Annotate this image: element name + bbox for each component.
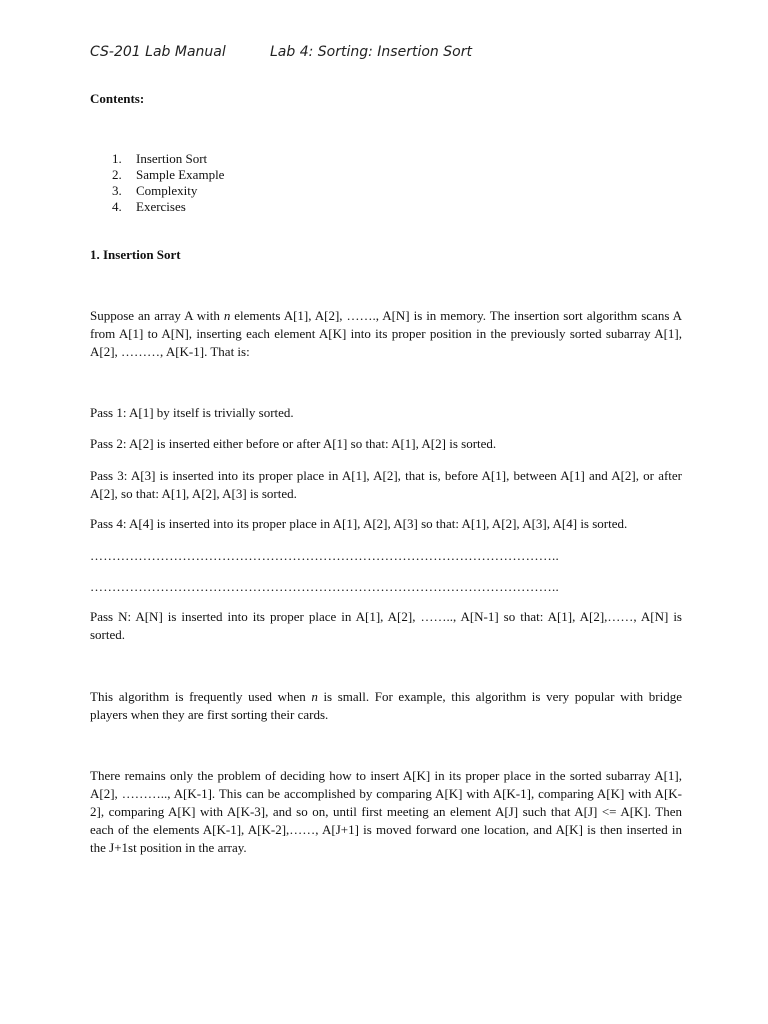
pass-2: Pass 2: A[2] is inserted either before or after A[1] so that: A[1], A[2] is sorted.: [90, 436, 497, 451]
page-header: [90, 43, 472, 61]
contents-item-number: 1.: [112, 151, 122, 166]
pass-1: Pass 1: A[1] by itself is trivially sorted.: [90, 405, 294, 420]
contents-item: [112, 199, 412, 215]
pass-n: Pass N: A[N] is inserted into its proper place in A[1], A[2], …….., A[N-1] so that: A[1], A[2],……, A[N] is sorted.: [90, 609, 682, 642]
intro-text-a: Suppose an array A with: [90, 308, 224, 323]
header-lab-title: Lab 4: Sorting: Insertion Sort: [270, 44, 472, 60]
contents-item-label: Sample Example: [136, 167, 225, 182]
usage-text-a: This algorithm is frequently used when: [90, 689, 312, 704]
usage-variable-n: n: [311, 689, 318, 704]
contents-item-number: 2.: [112, 167, 122, 182]
intro-variable-n: n: [223, 308, 231, 323]
contents-item: [112, 183, 412, 199]
contents-item-label: Complexity: [136, 183, 198, 198]
pass-3: Pass 3: A[3] is inserted into its proper place in A[1], A[2], that is, before A[1], between A[1] and A[2], or after A[2], so that: A[1], A[2], A[3] is sorted.: [90, 468, 682, 501]
insertion-paragraph: There remains only the problem of deciding how to insert A[K] in its proper place in the sorted subarray A[1], A[2], ……….., A[K-1]. This can be accomplished by comparing A[K] with A[K-1], comparing A[K] with A[K-2], comparing A[K] with A[K-3], and so on, until first meeting an element A[J] such that A[J] <= A[K]. Then each of the elements A[K-1], A[K-2],……, A[J+1] is moved forward one location, and A[K] is then inserted in the J+1st position in the array.: [90, 768, 682, 855]
contents-item: [112, 151, 412, 167]
contents-item-label: Insertion Sort: [136, 151, 208, 166]
section-heading: 1. Insertion Sort: [90, 247, 181, 262]
ellipsis-line: ……………………………………………………………………………………………..: [90, 579, 559, 594]
contents-item-number: 4.: [112, 199, 122, 214]
intro-paragraph: [90, 307, 682, 361]
contents-item: [112, 167, 412, 183]
ellipsis-line: ……………………………………………………………………………………………..: [90, 548, 559, 563]
pass-4: Pass 4: A[4] is inserted into its proper place in A[1], A[2], A[3] so that: A[1], A[2], A[3], A[4] is sorted.: [90, 516, 628, 531]
contents-heading: Contents:: [90, 91, 145, 106]
header-manual-title: CS-201 Lab Manual: [90, 44, 226, 60]
contents-list: [112, 151, 412, 215]
contents-item-number: 3.: [112, 183, 122, 198]
intro-text-b: elements A[1], A[2], ……., A[N] is in memory. The insertion sort algorithm scans A from A[1] to A[N], inserting each element A[K] into its proper position in the previously sorted subarray A[1], A[2], ………, A[K-1]. That is:: [90, 308, 683, 359]
contents-item-label: Exercises: [136, 199, 186, 214]
usage-text-b: is small. For example, this algorithm is very popular with bridge players when they are first sorting their cards.: [90, 689, 682, 722]
usage-paragraph: [90, 688, 682, 724]
